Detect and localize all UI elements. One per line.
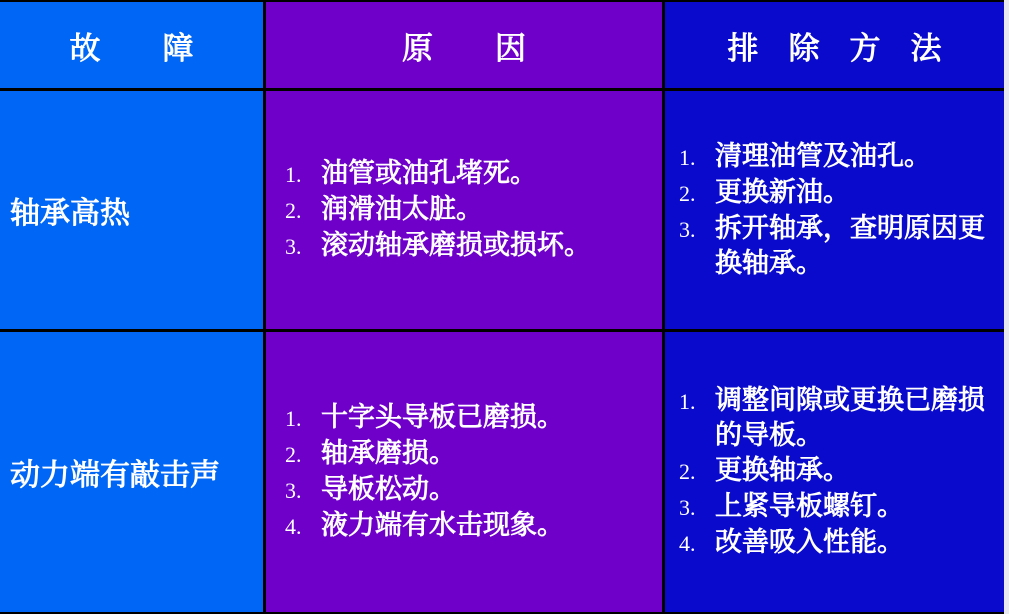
header-cell-remedy <box>665 2 1004 88</box>
list-item-number: 3. <box>679 495 696 520</box>
list-item-number: 2. <box>679 459 696 484</box>
fault-label: 轴承高热 <box>10 197 130 230</box>
list-item <box>285 192 656 228</box>
list-item-number: 1. <box>679 145 696 170</box>
list-item-number: 3. <box>285 234 302 259</box>
list-item-number: 2. <box>285 442 302 467</box>
list-item-number: 1. <box>679 389 696 414</box>
list-item <box>679 489 998 525</box>
list-item <box>679 383 998 453</box>
list-item-number: 1. <box>285 406 302 431</box>
header-cause-label: 原因 <box>402 30 588 66</box>
list-item-text: 清理油管及油孔。 <box>715 141 931 171</box>
table-row-2-causes-list <box>266 332 662 612</box>
list-item <box>285 472 656 508</box>
list-item <box>679 139 998 175</box>
fault-troubleshooting-table <box>0 2 1004 612</box>
list-item-number: 2. <box>285 198 302 223</box>
list-item <box>679 525 998 561</box>
list-item-text: 滚动轴承磨损或损坏。 <box>321 230 591 260</box>
list-item-number: 3. <box>679 217 696 242</box>
list-item <box>679 175 998 211</box>
list-item-number: 3. <box>285 478 302 503</box>
list-item-text: 油管或油孔堵死。 <box>321 158 537 188</box>
header-cell-cause <box>266 2 662 88</box>
list-item-text: 更换新油。 <box>715 177 850 207</box>
list-item <box>285 400 656 436</box>
list-item-text: 改善吸入性能。 <box>715 527 904 557</box>
list-item-text: 更换轴承。 <box>715 455 850 485</box>
list-item <box>285 228 656 264</box>
list-item-number: 4. <box>679 531 696 556</box>
table-row-1-fault-cell <box>0 91 263 329</box>
header-fault-label: 故障 <box>69 30 256 66</box>
list-item-text: 上紧导板螺钉。 <box>715 491 904 521</box>
list-item <box>285 436 656 472</box>
list-item-text: 十字头导板已磨损。 <box>321 402 564 432</box>
slide-right-edge <box>1004 0 1009 614</box>
header-cell-fault <box>0 2 263 88</box>
list-item <box>679 211 998 281</box>
list-item-text: 调整间隙或更换已磨损的导板。 <box>715 385 985 450</box>
fault-label: 动力端有敲击声 <box>10 459 220 492</box>
list-item-number: 4. <box>285 514 302 539</box>
list-item-number: 2. <box>679 181 696 206</box>
list-item-text: 液力端有水击现象。 <box>321 510 564 540</box>
list-item <box>285 156 656 192</box>
list-item-text: 轴承磨损。 <box>321 438 456 468</box>
header-remedy-label: 排除方法 <box>727 30 972 66</box>
table-row-1-solutions-list <box>665 91 1004 329</box>
list-item-number: 1. <box>285 162 302 187</box>
list-item <box>679 453 998 489</box>
list-item <box>285 508 656 544</box>
table-row-2-solutions-list <box>665 332 1004 612</box>
list-item-text: 导板松动。 <box>321 474 456 504</box>
table-row-1-causes-list <box>266 91 662 329</box>
list-item-text: 拆开轴承，查明原因更换轴承。 <box>715 213 985 278</box>
table-row-2-fault-cell <box>0 332 263 612</box>
list-item-text: 润滑油太脏。 <box>321 194 483 224</box>
